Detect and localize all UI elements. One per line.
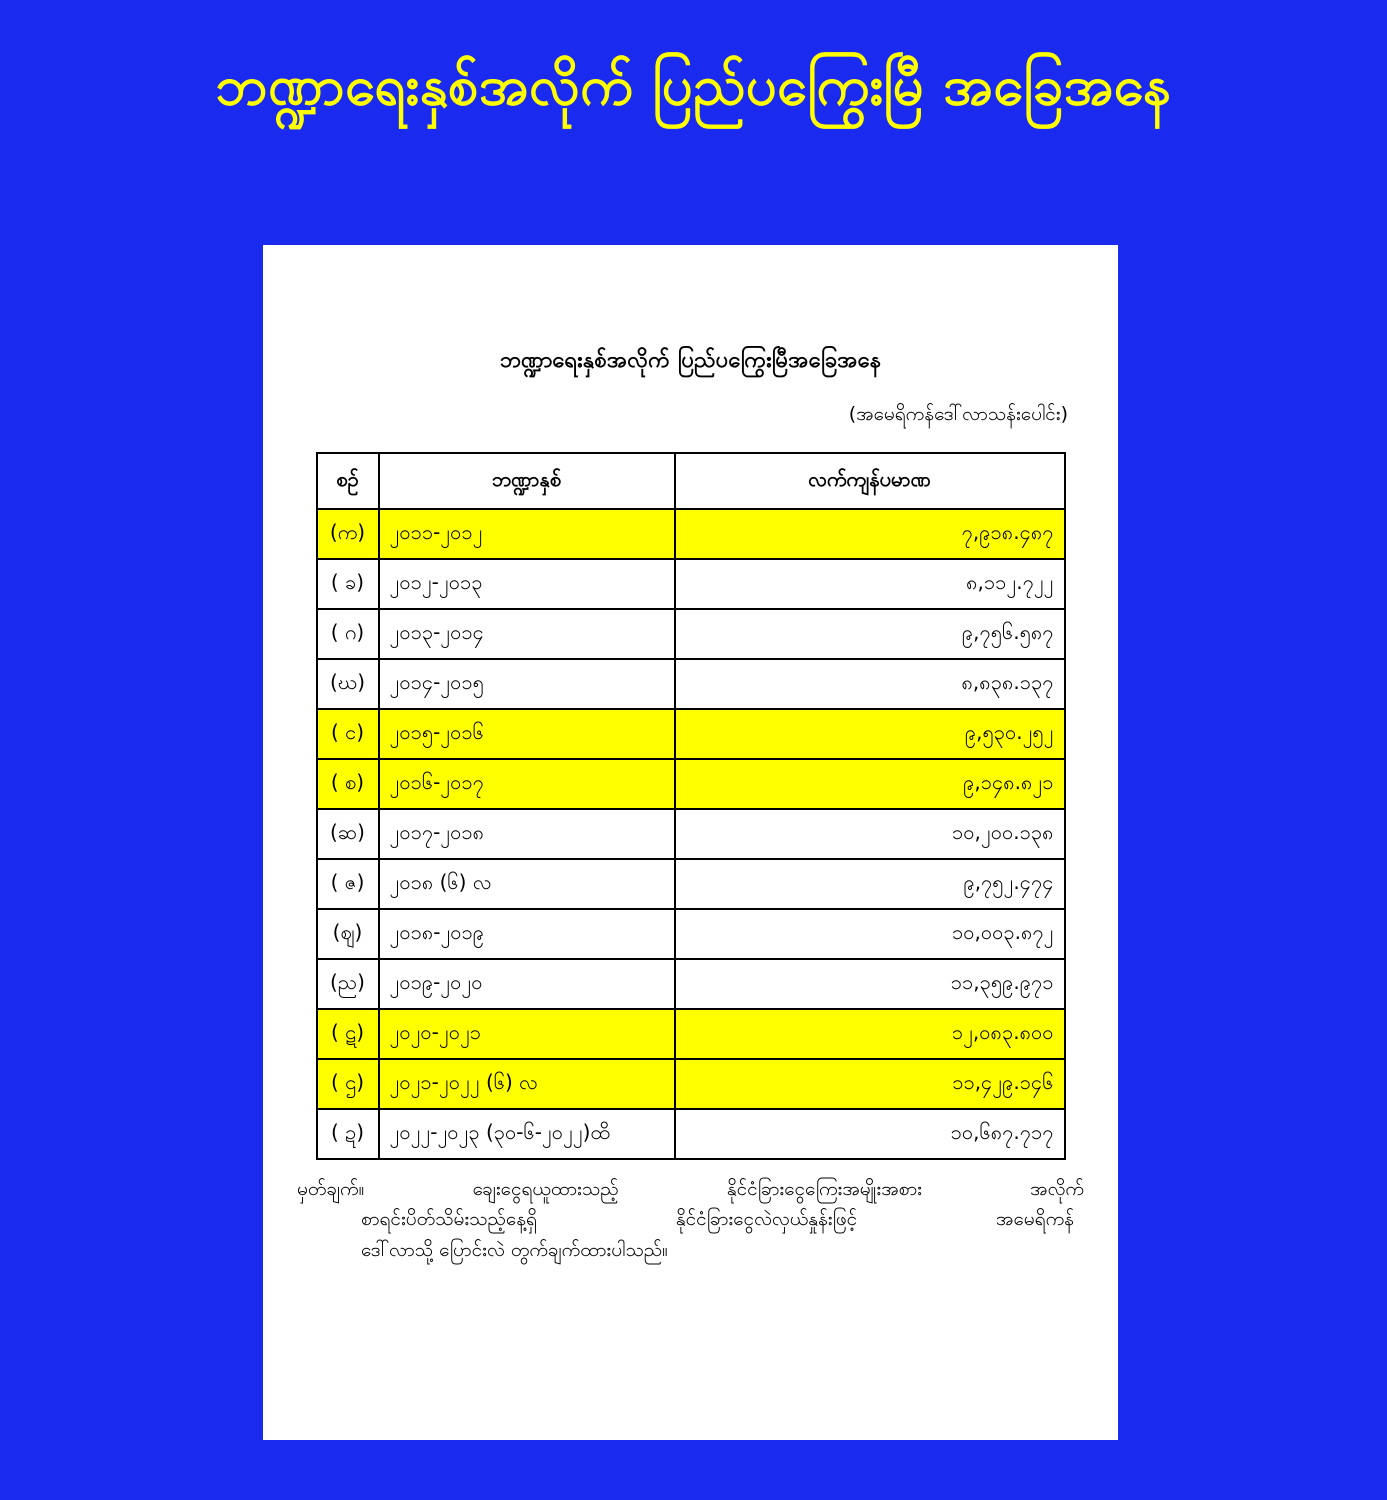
table-row bbox=[317, 959, 1065, 1009]
table-row bbox=[317, 509, 1065, 559]
row-no: ( စ) bbox=[317, 759, 379, 809]
footnote-line-2: စာရင်းပိတ်သိမ်းသည့်နေ့ရှိ နိုင်ငံခြားငွေလဲလှယ်နှုန်းဖြင့် အမေရိကန် bbox=[361, 1208, 1074, 1231]
row-amount: ၉,၇၅၆.၅၈၇ bbox=[675, 609, 1065, 659]
table-row bbox=[317, 759, 1065, 809]
row-no: ( ဌ) bbox=[317, 1059, 379, 1109]
column-header-amount: လက်ကျန်ပမာဏ bbox=[675, 453, 1065, 509]
row-no: (ဆ) bbox=[317, 809, 379, 859]
row-no: ( ဋ) bbox=[317, 1009, 379, 1059]
document-subtitle: (အမေရိကန်ဒေါ်လာသန်းပေါင်း) bbox=[848, 403, 1068, 425]
row-amount: ၇,၉၁၈.၄၈၇ bbox=[675, 509, 1065, 559]
row-year: ၂၀၁၄-၂၀၁၅ bbox=[379, 659, 675, 709]
row-no: (ဃ) bbox=[317, 659, 379, 709]
column-header-no: စဉ် bbox=[317, 453, 379, 509]
row-year: ၂၀၁၈ (၆) လ bbox=[379, 859, 675, 909]
row-amount: ၁၁,၄၂၉.၁၄၆ bbox=[675, 1059, 1065, 1109]
table-row bbox=[317, 709, 1065, 759]
row-amount: ၁၀,၆၈၇.၇၁၇ bbox=[675, 1109, 1065, 1159]
row-amount: ၉,၁၄၈.၈၂၁ bbox=[675, 759, 1065, 809]
table-row bbox=[317, 809, 1065, 859]
row-amount: ၈,၈၃၈.၁၃၇ bbox=[675, 659, 1065, 709]
table-row bbox=[317, 559, 1065, 609]
row-amount: ၁၀,၀၀၃.၈၇၂ bbox=[675, 909, 1065, 959]
row-year: ၂၀၁၇-၂၀၁၈ bbox=[379, 809, 675, 859]
row-year: ၂၀၁၈-၂၀၁၉ bbox=[379, 909, 675, 959]
row-no: ( ခ) bbox=[317, 559, 379, 609]
row-amount: ၈,၁၁၂.၇၂၂ bbox=[675, 559, 1065, 609]
table-row bbox=[317, 609, 1065, 659]
footnote-line-3: ဒေါ်လာသို့ ပြောင်းလဲ တွက်ချက်ထားပါသည်။ bbox=[361, 1238, 668, 1261]
row-year: ၂၀၁၉-၂၀၂၀ bbox=[379, 959, 675, 1009]
row-amount: ၁၀,၂၀၀.၁၃၈ bbox=[675, 809, 1065, 859]
row-no: ( ဍ) bbox=[317, 1109, 379, 1159]
row-year: ၂၀၂၀-၂၀၂၁ bbox=[379, 1009, 675, 1059]
row-amount: ၁၂,၀၈၃.၈၀၀ bbox=[675, 1009, 1065, 1059]
row-no: ( ဂ) bbox=[317, 609, 379, 659]
row-year: ၂၀၁၃-၂၀၁၄ bbox=[379, 609, 675, 659]
row-year: ၂၀၁၂-၂၀၁၃ bbox=[379, 559, 675, 609]
row-no: ( င) bbox=[317, 709, 379, 759]
row-year: ၂၀၂၂-၂၀၂၃ (၃၀-၆-၂၀၂၂)ထိ bbox=[379, 1109, 675, 1159]
row-no: (က) bbox=[317, 509, 379, 559]
footnote bbox=[297, 1174, 1084, 1265]
table-row bbox=[317, 909, 1065, 959]
row-amount: ၉,၅၃၀.၂၅၂ bbox=[675, 709, 1065, 759]
row-no: (ည) bbox=[317, 959, 379, 1009]
external-debt-table bbox=[316, 452, 1066, 1160]
table-header-row bbox=[317, 453, 1065, 509]
row-no: (ဈ) bbox=[317, 909, 379, 959]
row-year: ၂၀၂၁-၂၀၂၂ (၆) လ bbox=[379, 1059, 675, 1109]
document-page bbox=[263, 245, 1118, 1440]
column-header-year: ဘဏ္ဍာနှစ် bbox=[379, 453, 675, 509]
table-row bbox=[317, 1009, 1065, 1059]
document-title: ဘဏ္ဍာရေးနှစ်အလိုက် ပြည်ပကြွေးမြီအခြေအနေ bbox=[499, 348, 882, 373]
row-amount: ၁၁,၃၅၉.၉၇၁ bbox=[675, 959, 1065, 1009]
row-no: ( ဇ) bbox=[317, 859, 379, 909]
row-year: ၂၀၁၁-၂၀၁၂ bbox=[379, 509, 675, 559]
table-row bbox=[317, 659, 1065, 709]
poster-title: ဘဏ္ဍာရေးနှစ်အလိုက် ပြည်ပကြွေးမြီ အခြေအနေ bbox=[215, 54, 1172, 117]
row-year: ၂၀၁၅-၂၀၁၆ bbox=[379, 709, 675, 759]
row-amount: ၉,၇၅၂.၄၇၄ bbox=[675, 859, 1065, 909]
table-row bbox=[317, 1109, 1065, 1159]
table-row bbox=[317, 859, 1065, 909]
table-row bbox=[317, 1059, 1065, 1109]
row-year: ၂၀၁၆-၂၀၁၇ bbox=[379, 759, 675, 809]
footnote-line-1: မှတ်ချက်။ ချေးငွေရယူထားသည့် နိုင်ငံခြားငွေကြေးအမျိုးအစား အလိုက် bbox=[297, 1178, 1084, 1200]
